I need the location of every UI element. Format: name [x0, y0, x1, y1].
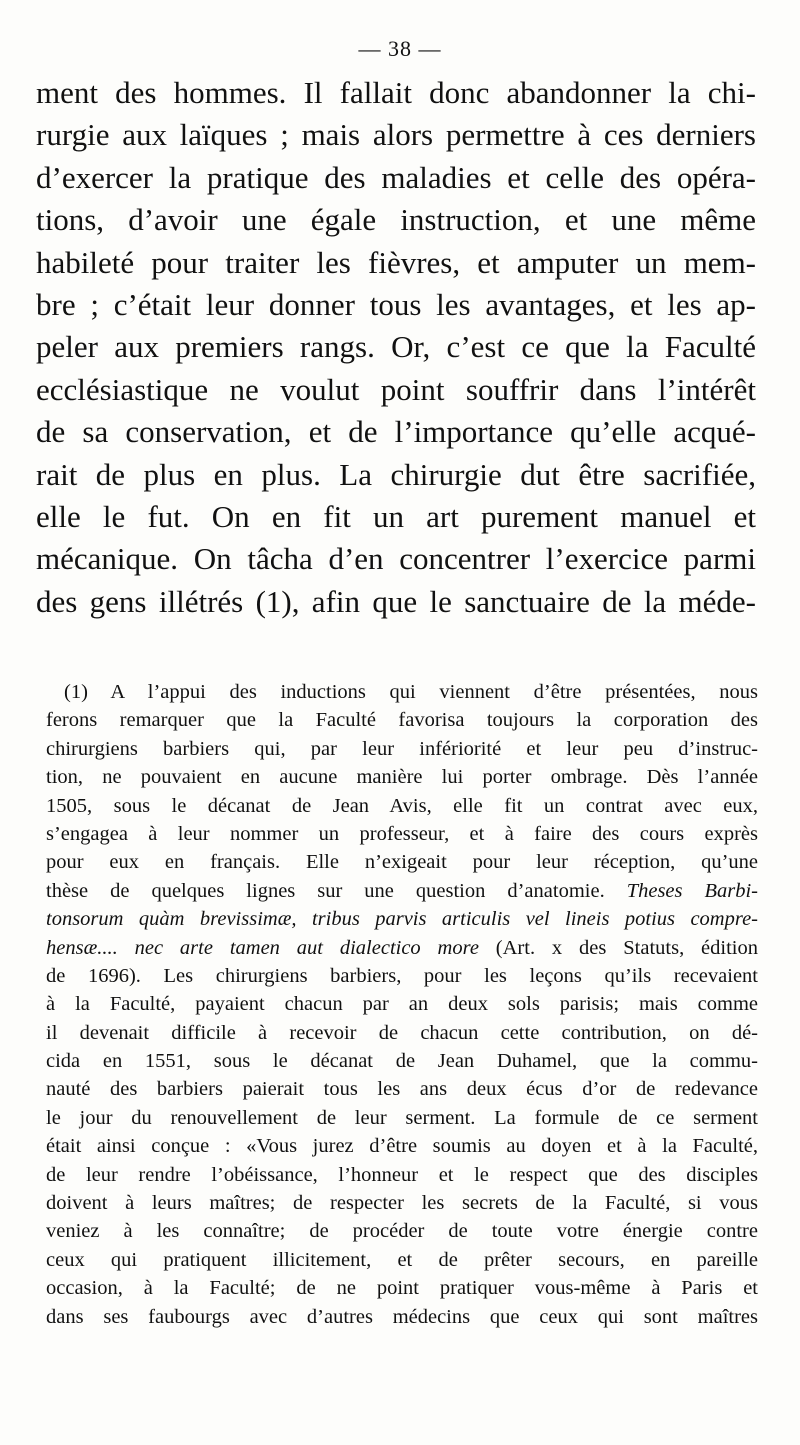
footnote-line: s’engagea à leur nommer un professeur, et à faire des cours exprès: [46, 822, 758, 845]
footnote-line: de 1696). Les chirurgiens barbiers, pour les leçons qu’ils recevaient: [46, 964, 758, 987]
footnote-line: ceux qui pratiquent illicitement, et de prêter secours, en pareille: [46, 1248, 758, 1271]
footnote-line: pour eux en français. Elle n’exigeait pour leur réception, qu’une: [46, 851, 758, 874]
footnote-line: veniez à les connaître; de procéder de toute votre énergie contre: [46, 1220, 758, 1243]
footnote-line: de leur rendre l’obéissance, l’honneur et le respect que des disciples: [46, 1163, 758, 1186]
footnote-line: 1505, sous le décanat de Jean Avis, elle fit un contrat avec eux,: [46, 794, 758, 817]
footnote-line: ferons remarquer que la Faculté favorisa toujours la corporation des: [46, 709, 758, 732]
footnote-line: était ainsi conçue : «Vous jurez d’être soumis au doyen et à la Faculté,: [46, 1135, 758, 1158]
latin-quote-line: tonsorum quàm brevissimæ, tribus parvis articulis vel lineis potius compre-: [46, 908, 758, 931]
footnote-text: thèse de quelques lignes sur une question d’anatomie.: [46, 879, 627, 902]
footnote-line: tion, ne pouvaient en aucune manière lui porter ombrage. Dès l’année: [46, 766, 758, 789]
main-text-line: ecclésiastique ne voulut point souffrir dans l’intérêt: [36, 371, 756, 407]
footnote-block: [46, 678, 758, 1331]
footnote-line: occasion, à la Faculté; de ne point pratiquer vous-même à Paris et: [46, 1277, 758, 1300]
main-text-line: mécanique. On tâcha d’en concentrer l’exercice parmi: [36, 541, 756, 577]
page-number: — 38 —: [358, 36, 442, 61]
footnote-text: (Art. x des Statuts, édition: [478, 936, 758, 959]
main-text-line: rurgie aux laïques ; mais alors permettre à ces derniers: [36, 117, 756, 153]
main-text-line: peler aux premiers rangs. Or, c’est ce que la Faculté: [36, 329, 756, 365]
footnote-line: [46, 934, 758, 962]
footnote-line: nauté des barbiers paierait tous les ans deux écus d’or de redevance: [46, 1078, 758, 1101]
main-text-line: bre ; c’était leur donner tous les avantages, et les ap-: [36, 286, 756, 322]
footnote-line: chirurgiens barbiers qui, par leur infériorité et leur peu d’instruc-: [46, 737, 758, 760]
footnote-line: doivent à leurs maîtres; de respecter les secrets de la Faculté, si vous: [46, 1192, 758, 1215]
main-text-line: elle le fut. On en fit un art purement manuel et: [36, 498, 756, 534]
footnote-line: il devenait difficile à recevoir de chacun cette contribution, on dé-: [46, 1021, 758, 1044]
footnote-line: [46, 877, 758, 905]
main-text-line: tions, d’avoir une égale instruction, et une même: [36, 202, 756, 238]
footnote-line: dans ses faubourgs avec d’autres médecins que ceux qui sont maîtres: [46, 1305, 758, 1328]
main-text-block: [36, 72, 756, 623]
latin-quote: hensæ.... nec arte tamen aut dialectico more: [46, 936, 479, 959]
main-text-line: des gens illétrés (1), afin que le sanctuaire de la méde-: [36, 583, 756, 619]
footnote-line: le jour du renouvellement de leur serment. La formule de ce serment: [46, 1106, 758, 1129]
footnote-line: cida en 1551, sous le décanat de Jean Duhamel, que la commu-: [46, 1050, 758, 1073]
main-text-line: de sa conservation, et de l’importance qu’elle acqué-: [36, 414, 756, 450]
main-text-line: rait de plus en plus. La chirurgie dut être sacrifiée,: [36, 456, 756, 492]
latin-quote: Theses Barbi-: [626, 879, 759, 902]
main-text-line: d’exercer la pratique des maladies et celle des opéra-: [36, 159, 756, 195]
footnote-line: (1) A l’appui des inductions qui viennent d’être présentées, nous: [64, 681, 758, 703]
footnote-line: à la Faculté, payaient chacun par an deux sols parisis; mais comme: [46, 993, 758, 1016]
main-text-line: ment des hommes. Il fallait donc abandonner la chi-: [36, 75, 756, 110]
main-text-line: habileté pour traiter les fièvres, et amputer un mem-: [36, 244, 756, 280]
